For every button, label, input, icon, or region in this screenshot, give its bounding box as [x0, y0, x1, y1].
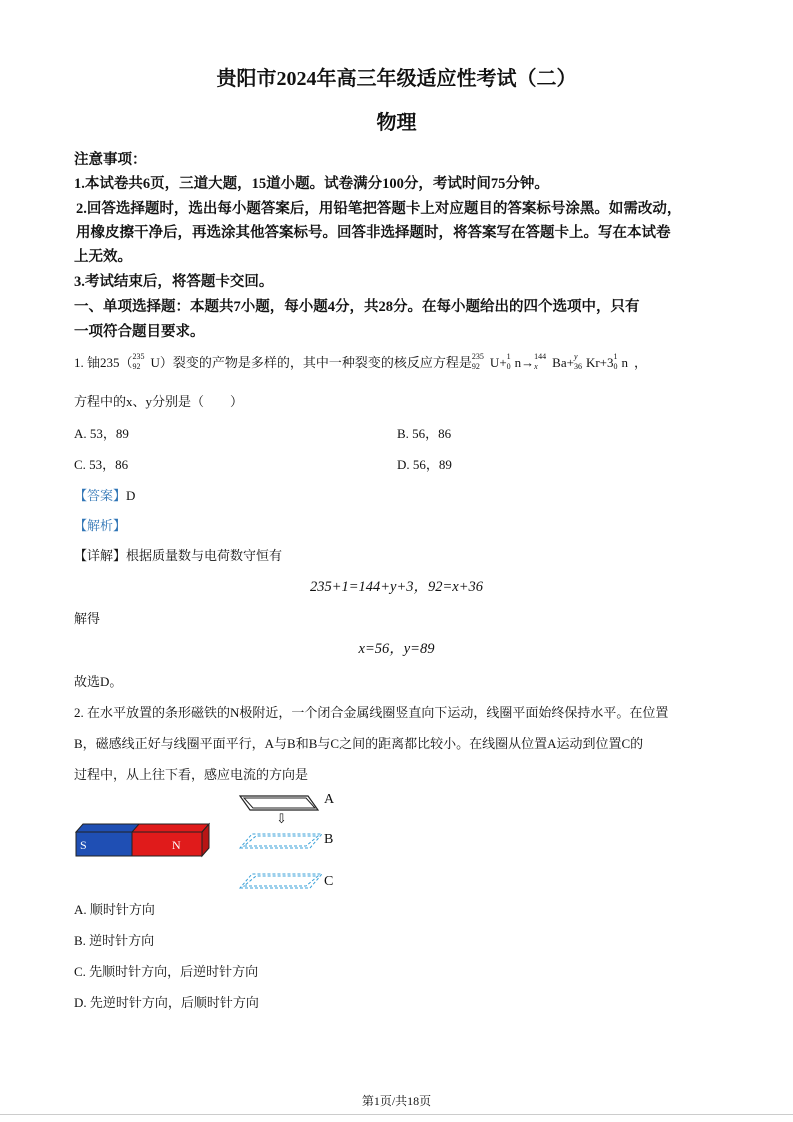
- section-1-line-2: 一项符合题目要求。: [74, 324, 205, 340]
- section-1-line-1: 一、单项选择题：本题共7小题，每小题4分，共28分。在每小题给出的四个选项中，只有: [74, 299, 640, 315]
- eq-plus-2: +: [566, 355, 574, 370]
- q2-stem-line-2: B，磁感线正好与线圈平面平行，A与B和B与C之间的距离都比较小。在线圈从位置A运动到位置C的: [74, 736, 644, 751]
- eq-arrow: →: [521, 355, 535, 370]
- eq-kr-charge: 36: [573, 362, 582, 372]
- position-b-label: B: [324, 832, 334, 847]
- nuclear-equation: [471, 352, 629, 372]
- page-footer: 第1页/共18页: [361, 1094, 432, 1108]
- bar-magnet: [76, 824, 209, 856]
- eq-u-mass: 235: [471, 352, 484, 362]
- u-symbol: U: [150, 355, 160, 370]
- eq-u-symbol: U: [489, 355, 500, 370]
- page-title: 贵阳市2024年高三年级适应性考试（二）: [216, 68, 577, 90]
- analysis-tag: 【解析】: [74, 518, 127, 533]
- eq-n2-symbol: n: [621, 355, 629, 370]
- q1-middle: ）裂变的产物是多样的，其中一种裂变的核反应方程是: [159, 355, 472, 370]
- magnet-n-label: N: [172, 838, 181, 852]
- eq-ba-mass: 144: [534, 352, 547, 362]
- q1-detail: [74, 545, 282, 564]
- notes-item-2-line-1: 2.回答选择题时，选出每小题答案后，用铅笔把答题卡上对应题目的答案标号涂黑。如需改动，: [76, 201, 682, 217]
- down-arrow-icon: ⇩: [276, 811, 287, 826]
- q1-suffix: ，: [634, 355, 648, 370]
- q2-option-d: D. 先逆时针方向，后顺时针方向: [74, 995, 259, 1010]
- subject-title: 物理: [376, 110, 417, 134]
- eq-u-charge: 92: [471, 362, 480, 372]
- coil-a: [240, 796, 318, 810]
- u-mass-number: 235: [132, 352, 145, 362]
- q1-prefix: 1. 铀235（: [74, 355, 133, 370]
- q1-option-a: A. 53，89: [74, 426, 129, 441]
- coil-c: [240, 874, 322, 888]
- position-a-label: A: [324, 792, 335, 807]
- notes-item-2-line-3: 上无效。: [74, 249, 132, 265]
- answer-value: D: [126, 488, 136, 503]
- q1-stem-line-1: [74, 352, 647, 372]
- eq-n-charge: 0: [506, 362, 511, 372]
- position-c-label: C: [324, 874, 334, 889]
- eq-kr-symbol: Kr: [585, 355, 600, 370]
- detail-tag: 【详解】: [74, 548, 127, 563]
- eq-plus-3: +3: [599, 355, 614, 370]
- q2-option-b: B. 逆时针方向: [74, 933, 155, 948]
- notes-heading: 注意事项：: [74, 152, 147, 168]
- q2-stem-line-3: 过程中，从上往下看，感应电流的方向是: [74, 767, 309, 782]
- eq-kr-mass: y: [573, 352, 578, 362]
- detail-text: 根据质量数与电荷数守恒有: [126, 548, 283, 563]
- eq-n-symbol: n: [514, 355, 522, 370]
- magnet-coil-figure: [70, 786, 350, 896]
- u235-nuclide: [132, 352, 151, 372]
- conservation-equation: 235+1=144+y+3，92=x+36: [309, 579, 484, 595]
- eq-n2-mass: 1: [613, 352, 618, 362]
- notes-item-3: 3.考试结束后，将答题卡交回。: [74, 274, 274, 290]
- eq-n2-charge: 0: [613, 362, 618, 372]
- q1-conclusion: 故选D。: [74, 674, 123, 689]
- eq-plus-1: +: [499, 355, 507, 370]
- u-charge-number: 92: [132, 362, 141, 372]
- solve-label: 解得: [74, 611, 101, 626]
- magnet-n-top: [132, 824, 209, 832]
- solution-equation: x=56，y=89: [358, 641, 435, 657]
- notes-item-1: 1.本试卷共6页，三道大题，15道小题。试卷满分100分，考试时间75分钟。: [74, 176, 549, 192]
- footer-divider: [0, 1114, 793, 1115]
- q2-option-a: A. 顺时针方向: [74, 902, 155, 917]
- q2-stem-line-1: 2. 在水平放置的条形磁铁的N极附近，一个闭合金属线圈竖直向下运动，线圈平面始终保持水平。在位置: [74, 705, 669, 720]
- q1-stem-line-2: 方程中的x、y分别是（ ）: [74, 394, 244, 409]
- q1-option-d: D. 56，89: [397, 457, 452, 472]
- q1-option-c: C. 53，86: [74, 457, 129, 472]
- magnet-n-face: [132, 832, 202, 856]
- q1-option-b: B. 56，86: [397, 426, 452, 441]
- magnet-s-label: S: [80, 838, 87, 852]
- answer-tag: 【答案】: [74, 488, 127, 503]
- notes-item-2-line-2: 用橡皮擦干净后，再选涂其他答案标号。回答非选择题时，将答案写在答题卡上。写在本试卷: [76, 225, 671, 241]
- eq-ba-symbol: Ba: [552, 355, 567, 370]
- q2-option-c: C. 先顺时针方向，后逆时针方向: [74, 964, 259, 979]
- coil-b: [240, 834, 322, 848]
- q1-answer: [74, 485, 135, 504]
- eq-ba-charge: x: [534, 362, 538, 372]
- eq-n-mass: 1: [506, 352, 511, 362]
